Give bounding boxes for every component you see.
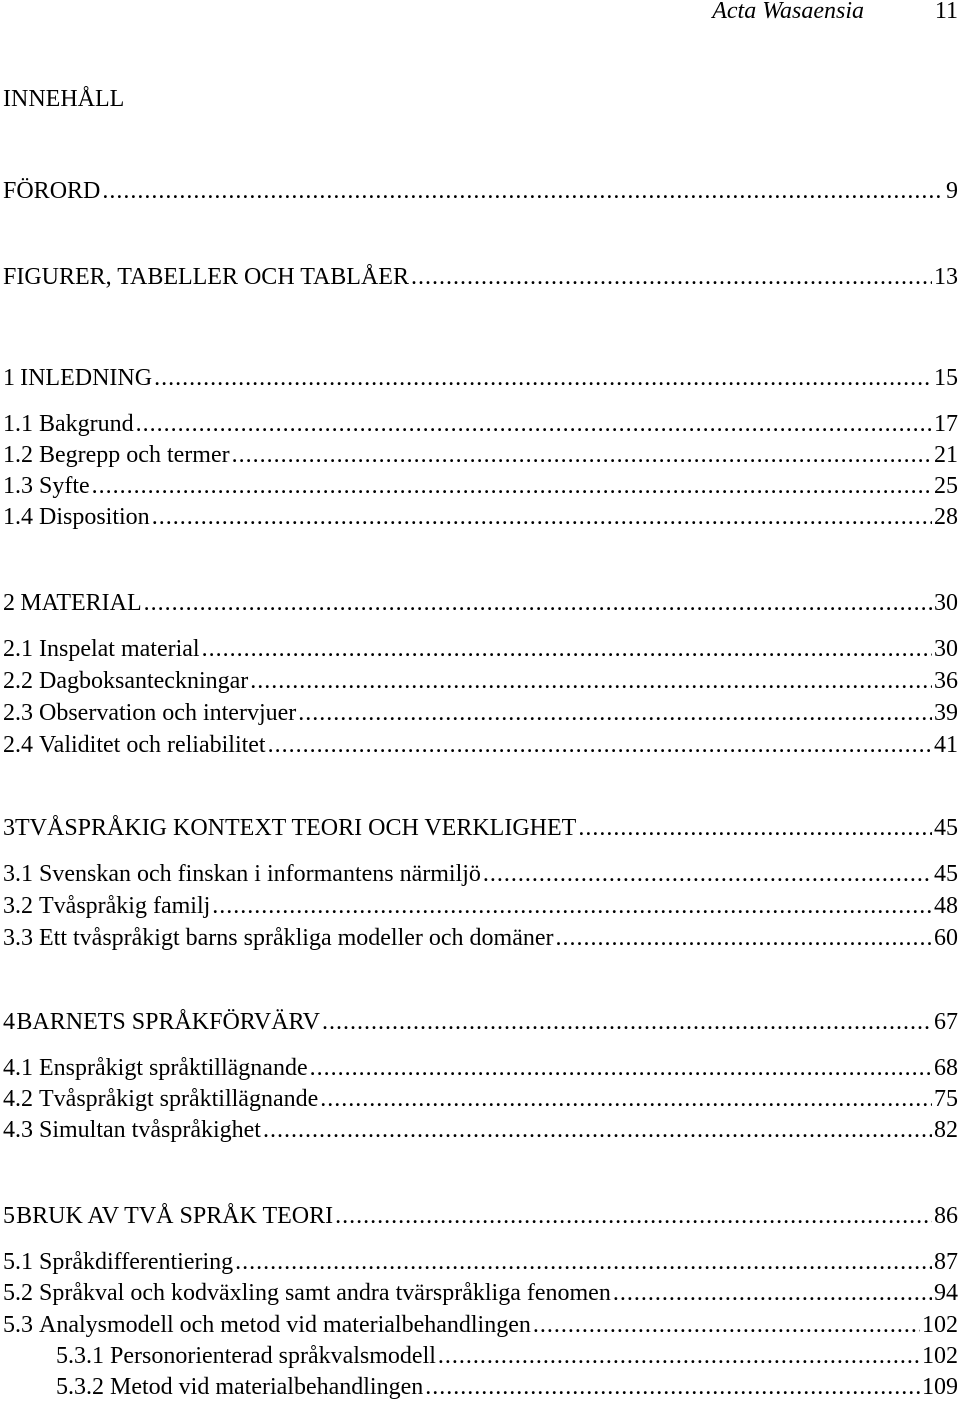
running-header [0,0,960,28]
toc-entry-number: 4.3 [3,1117,33,1143]
toc-entry-page: 21 [934,442,958,468]
toc-entry-number: 5 [3,1203,15,1229]
leader-dots [533,1312,920,1339]
toc-section-5-1[interactable] [3,1249,958,1279]
toc-entry-label: MATERIAL [20,590,142,616]
toc-entry-label: Syfte [39,473,90,499]
leader-dots [202,636,932,663]
leader-dots [438,1343,920,1370]
toc-entry-number: 5.3.1 [56,1343,104,1369]
leader-dots [235,1249,932,1276]
toc-entry-number: 3.3 [3,925,33,951]
toc-entry-label: Observation och intervjuer [39,700,297,726]
leader-dots [263,1117,932,1144]
toc-entry-page: 94 [934,1280,958,1306]
toc-section-4-2[interactable] [3,1086,958,1116]
toc-entry-number: 3.1 [3,861,33,887]
toc-section-1-1[interactable] [3,411,958,441]
toc-entry-page: 102 [922,1343,958,1369]
leader-dots [136,411,932,438]
toc-section-2-1[interactable] [3,636,958,666]
toc-subsection-5-3-1[interactable] [56,1343,958,1373]
toc-entry-figures[interactable] [3,264,958,294]
toc-entry-number: 1 [3,365,15,391]
toc-subsection-5-3-2[interactable] [56,1374,958,1404]
toc-entry-page: 60 [934,925,958,951]
toc-entry-label: Disposition [39,504,150,530]
leader-dots [232,442,932,469]
toc-entry-page: 48 [934,893,958,919]
leader-dots [298,700,932,727]
toc-entry-label: INLEDNING [20,365,153,391]
toc-entry-number: 5.3.2 [56,1374,104,1400]
toc-section-2-2[interactable] [3,668,958,698]
toc-section-3-1[interactable] [3,861,958,891]
toc-section-1-3[interactable] [3,473,958,503]
toc-section-5-3[interactable] [3,1312,958,1342]
toc-entry-label: Tvåspråkigt språktillägnande [39,1086,319,1112]
toc-entry-page: 36 [934,668,958,694]
toc-entry-number: 2 [3,590,15,616]
toc-entry-page: 67 [934,1009,958,1035]
toc-section-2-4[interactable] [3,732,958,762]
toc-entry-label: Personorienterad språkvalsmodell [110,1343,436,1369]
toc-section-1-4[interactable] [3,504,958,534]
toc-entry-page: 45 [934,861,958,887]
toc-entry-page: 9 [946,178,958,204]
toc-entry-label: Dagboksanteckningar [39,668,249,694]
toc-chapter-2[interactable] [3,590,958,620]
leader-dots [613,1280,932,1307]
toc-entry-page: 28 [934,504,958,530]
toc-entry-label: Ett tvåspråkigt barns språkliga modeller och domäner [39,925,554,951]
toc-entry-page: 13 [934,264,958,290]
leader-dots [212,893,932,920]
toc-entry-label: Språkval och kodväxling samt andra tvärspråkliga fenomen [39,1280,611,1306]
toc-section-2-3[interactable] [3,700,958,730]
toc-entry-page: 41 [934,732,958,758]
page-number: 11 [934,0,958,24]
leader-dots [92,473,932,500]
toc-section-4-1[interactable] [3,1055,958,1085]
leader-dots [152,504,932,531]
publication-name: Acta Wasaensia [712,0,864,24]
toc-entry-number: 2.2 [3,668,33,694]
toc-entry-page: 82 [934,1117,958,1143]
toc-section-4-3[interactable] [3,1117,958,1147]
toc-section-1-2[interactable] [3,442,958,472]
toc-title: INNEHÅLL [3,86,125,112]
leader-dots [320,1086,932,1113]
toc-entry-page: 17 [934,411,958,437]
toc-entry-page: 68 [934,1055,958,1081]
toc-entry-number: 5.1 [3,1249,33,1275]
toc-entry-page: 30 [934,636,958,662]
toc-entry-page: 86 [934,1203,958,1229]
toc-entry-label: Validitet och reliabilitet [39,732,266,758]
toc-section-3-2[interactable] [3,893,958,923]
toc-entry-label: BRUK AV TVÅ SPRÅK TEORI [16,1203,334,1229]
leader-dots [268,732,932,759]
toc-entry-label: Tvåspråkig familj [39,893,211,919]
leader-dots [144,590,932,617]
toc-entry-number: 2.3 [3,700,33,726]
leader-dots [335,1203,932,1230]
toc-chapter-3[interactable] [3,815,958,845]
toc-section-5-2[interactable] [3,1280,958,1310]
toc-entry-page: 25 [934,473,958,499]
toc-entry-label: FIGURER, TABELLER OCH TABLÅER [3,264,409,290]
leader-dots [578,815,932,842]
toc-entry-page: 30 [934,590,958,616]
toc-entry-label: Språkdifferentiering [39,1249,234,1275]
toc-entry-label: TVÅSPRÅKIG KONTEXT TEORI OCH VERKLIGHET [15,815,577,841]
toc-entry-page: 39 [934,700,958,726]
toc-entry-label: Inspelat material [39,636,200,662]
toc-entry-number: 4 [3,1009,15,1035]
toc-entry-label: Enspråkigt språktillägnande [39,1055,308,1081]
toc-entry-number: 1.2 [3,442,33,468]
toc-entry-page: 102 [922,1312,958,1338]
leader-dots [310,1055,932,1082]
toc-entry-number: 3 [3,815,15,841]
toc-entry-number: 3.2 [3,893,33,919]
toc-entry-number: 1.1 [3,411,33,437]
toc-entry-page: 75 [934,1086,958,1112]
leader-dots [250,668,932,695]
leader-dots [425,1374,920,1401]
toc-chapter-5[interactable] [3,1203,958,1233]
toc-entry-label: Bakgrund [39,411,134,437]
toc-entry-label: Begrepp och termer [39,442,230,468]
leader-dots [411,264,932,291]
toc-entry-page: 87 [934,1249,958,1275]
leader-dots [483,861,932,888]
toc-entry-label: BARNETS SPRÅKFÖRVÄRV [16,1009,320,1035]
toc-entry-number: 4.2 [3,1086,33,1112]
toc-entry-number: 2.4 [3,732,33,758]
toc-chapter-4[interactable] [3,1009,958,1039]
toc-section-3-3[interactable] [3,925,958,955]
toc-entry-label: Metod vid materialbehandlingen [110,1374,424,1400]
toc-chapter-1[interactable] [3,365,958,395]
toc-entry-number: 5.3 [3,1312,33,1338]
toc-entry-label: FÖRORD [3,178,101,204]
toc-entry-label: Analysmodell och metod vid materialbehandlingen [39,1312,531,1338]
toc-entry-number: 1.4 [3,504,33,530]
toc-entry-label: Svenskan och finskan i informantens närmiljö [39,861,481,887]
toc-entry-label: Simultan tvåspråkighet [39,1117,261,1143]
toc-entry-number: 2.1 [3,636,33,662]
toc-entry-number: 5.2 [3,1280,33,1306]
toc-entry-foreword[interactable] [3,178,958,208]
leader-dots [322,1009,932,1036]
toc-entry-number: 4.1 [3,1055,33,1081]
toc-entry-page: 45 [934,815,958,841]
toc-entry-number: 1.3 [3,473,33,499]
toc-entry-page: 15 [934,365,958,391]
leader-dots [154,365,932,392]
toc-entry-page: 109 [922,1374,958,1400]
leader-dots [102,178,944,205]
leader-dots [556,925,932,952]
